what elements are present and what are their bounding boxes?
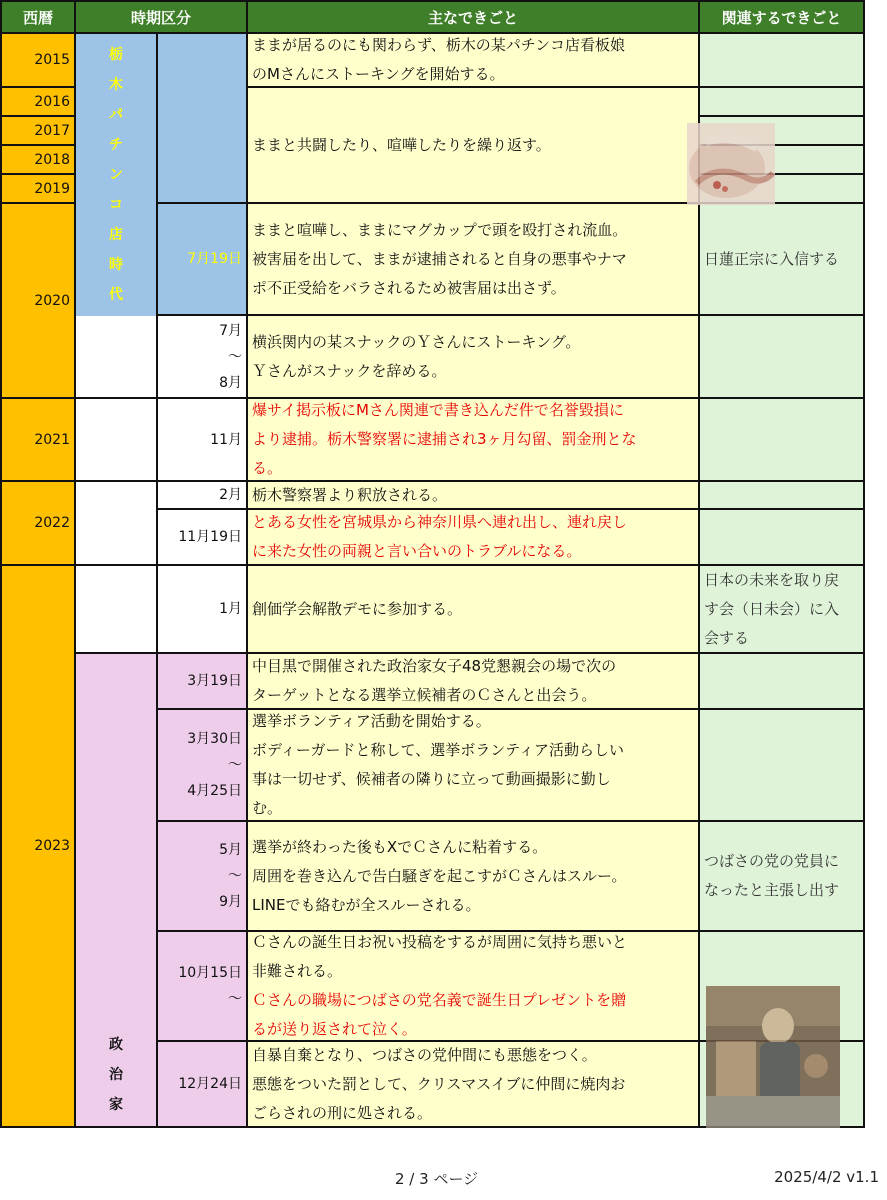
event-text-line: ターゲットとなる選挙立候補者のＣさんと出会う。 — [252, 686, 597, 704]
related-2015 — [700, 34, 865, 88]
era-blank-2020b — [76, 316, 158, 399]
header-events: 主なできごと — [248, 0, 700, 34]
page-number: 2 / 3 ページ — [395, 1170, 479, 1188]
related-2020-nichiren — [700, 204, 865, 316]
event-text-line: 横浜関内の某スナックのＹさんにストーキング。 — [252, 332, 581, 351]
date-2022-nov19 — [158, 510, 248, 566]
related-2021 — [700, 399, 865, 482]
date-2023-dec24 — [158, 1042, 248, 1128]
related-2023-tsubasa-member — [700, 822, 865, 932]
era-tochigi-line: コ — [109, 197, 123, 213]
event-2023-meet-c — [248, 654, 700, 710]
event-2023-x-stalking — [248, 822, 700, 932]
date-text-line: 4月25日 — [187, 783, 242, 799]
event-text-line: Ｃさんの誕生日お祝い投稿をするが周囲に気持ち悪いと — [252, 933, 628, 951]
event-text-line: 栃木警察署より釈放される。 — [252, 485, 448, 504]
event-text-line: に来た女性の両親と言い合いのトラブルになる。 — [252, 542, 582, 560]
era-tochigi-pachinko — [76, 34, 158, 316]
date-2023-jan — [158, 566, 248, 654]
date-text-line: 9月 — [219, 894, 242, 910]
event-2020-snack — [248, 316, 700, 399]
date-2022-feb — [158, 482, 248, 510]
era-tochigi-line: 時 — [109, 257, 123, 273]
event-2021-arrest — [248, 399, 700, 482]
era-tochigi-line: 木 — [109, 77, 123, 93]
date-text-line: 7月19日 — [187, 251, 242, 267]
date-2023-may-sep — [158, 822, 248, 932]
related-text-line: 日蓮正宗に入信する — [704, 249, 840, 268]
event-text-line: 中目黒で開催された政治家女子48党懇親会の場で次の — [252, 657, 617, 675]
event-text-line: とある女性を宮城県から神奈川県へ連れ出し、連れ戻し — [252, 513, 628, 531]
header-related: 関連するできごと — [700, 0, 865, 34]
era-seiji-line: 政 — [109, 1037, 123, 1053]
event-text-line: ごらされの刑に処される。 — [252, 1103, 433, 1122]
date-text-line: ～ — [228, 348, 242, 365]
event-text-red-line: るが送り返されて泣く。 — [252, 1020, 417, 1038]
era-tochigi-line: パ — [109, 107, 123, 123]
era-tochigi-line: 店 — [109, 227, 123, 243]
event-text-line: ままと共闘したり、喧嘩したりを繰り返す。 — [252, 135, 551, 154]
event-text-line: より逮捕。栃木警察署に逮捕され3ヶ月勾留、罰金刑とな — [252, 430, 637, 448]
event-text-line: 選挙が終わった後もXでＣさんに粘着する。 — [252, 837, 548, 856]
year-2020: 2020 — [0, 204, 76, 399]
event-2015 — [248, 34, 700, 88]
date-2023-mar19 — [158, 654, 248, 710]
era-blank-2022 — [76, 482, 158, 566]
era-tochigi-line: 代 — [109, 287, 123, 303]
event-text-line: ボディーガードと称して、選挙ボランティア活動らしい — [252, 741, 625, 759]
date-text-line: 10月15日 — [178, 965, 242, 981]
date-text-line: 12月24日 — [178, 1076, 242, 1092]
related-text-line: 会する — [704, 628, 750, 647]
date-2021-nov — [158, 399, 248, 482]
event-text-line: 自暴自棄となり、つばさの党仲間にも悪態をつく。 — [252, 1045, 597, 1064]
date-2023-mar30-apr25 — [158, 710, 248, 822]
era-tochigi-line: 栃 — [109, 47, 123, 63]
version-date: 2025/4/2 v1.1 — [774, 1168, 879, 1186]
date-text-line: 8月 — [219, 374, 242, 391]
year-2023: 2023 — [0, 566, 76, 1128]
related-2016 — [700, 88, 865, 117]
event-text-line: ままが居るのにも関わらず、栃木の某パチンコ店看板娘 — [252, 36, 626, 54]
era-seiji-line: 家 — [109, 1097, 123, 1113]
date-2023-oct15 — [158, 932, 248, 1042]
year-2019: 2019 — [0, 175, 76, 204]
event-text-line: 事は一切せず、候補者の隣りに立って動画撮影に勤し — [252, 770, 611, 788]
event-text-line: ままと喧嘩し、ままにマグカップで頭を殴打され流血。 — [252, 220, 628, 239]
event-text-line: む。 — [252, 799, 283, 817]
related-text-line: す会（日未会）に入 — [704, 599, 840, 618]
date-text-line: 11月 — [210, 431, 242, 448]
related-2023-nichimikai — [700, 566, 865, 654]
related-text-line: つばさの党の党員に — [704, 852, 840, 870]
event-text-line: 非難される。 — [252, 962, 343, 980]
event-text-red-line: Ｃさんの職場につばさの党名義で誕生日プレゼントを贈 — [252, 991, 627, 1009]
related-2022a — [700, 482, 865, 510]
year-2015: 2015 — [0, 34, 76, 88]
year-2021: 2021 — [0, 399, 76, 482]
date-text-line: 3月30日 — [187, 731, 242, 747]
date-text-line: ～ — [228, 868, 242, 884]
event-text-line: 選挙ボランティア活動を開始する。 — [252, 712, 491, 730]
date-text-line: ～ — [228, 991, 242, 1007]
event-2020-mug-incident — [248, 204, 700, 316]
event-2023-volunteer — [248, 710, 700, 822]
event-2022-trouble — [248, 510, 700, 566]
header-year: 西暦 — [0, 0, 76, 34]
related-text-line: 日本の未来を取り戻 — [704, 570, 840, 589]
date-text-line: 5月 — [219, 842, 242, 858]
event-2023-demo — [248, 566, 700, 654]
event-text-line: LINEでも絡むが全スルーされる。 — [252, 895, 481, 914]
event-2016-2019 — [248, 88, 700, 204]
date-text-line: 11月19日 — [178, 529, 242, 545]
date-text-line: ～ — [228, 757, 242, 773]
date-text-line: 2月 — [219, 487, 242, 503]
event-text-line: Ｙさんがスナックを辞める。 — [252, 361, 447, 380]
era-blank-2023a — [76, 566, 158, 654]
date-2015-2019 — [158, 34, 248, 204]
event-text-line: 被害届を出して、ままが逮捕されると自身の悪事やナマ — [252, 249, 627, 268]
date-text-line: 3月19日 — [187, 673, 242, 689]
year-2022: 2022 — [0, 482, 76, 566]
event-text-line: る。 — [252, 459, 283, 477]
related-text-line: なったと主張し出す — [704, 881, 840, 899]
event-2022-release — [248, 482, 700, 510]
date-2020-jul-aug — [158, 316, 248, 399]
date-text-line: 7月 — [219, 322, 242, 339]
related-2023c — [700, 710, 865, 822]
event-text-line: 創価学会解散デモに参加する。 — [252, 599, 463, 618]
era-tochigi-line: チ — [109, 137, 123, 153]
year-2018: 2018 — [0, 146, 76, 175]
related-2022b — [700, 510, 865, 566]
year-2016: 2016 — [0, 88, 76, 117]
header-period: 時期区分 — [76, 0, 248, 34]
era-blank-2021 — [76, 399, 158, 482]
era-seiji-line: 治 — [109, 1067, 123, 1083]
event-2023-christmas — [248, 1042, 700, 1128]
event-text-line: 悪態をついた罰として、クリスマスイブに仲間に焼肉お — [252, 1074, 626, 1093]
injury-photo — [687, 123, 775, 205]
date-2020-jul19 — [158, 204, 248, 316]
year-2017: 2017 — [0, 117, 76, 146]
event-text-line: 周囲を巻き込んで告白騒ぎを起こすがＣさんはスルー。 — [252, 866, 627, 885]
related-2023b — [700, 654, 865, 710]
era-politician — [76, 654, 158, 1128]
era-tochigi-line: ン — [109, 167, 123, 183]
event-text-line: のMさんにストーキングを開始する。 — [252, 65, 505, 83]
related-2020b — [700, 316, 865, 399]
event-2023-birthday — [248, 932, 700, 1042]
event-text-line: 爆サイ掲示板にMさん関連で書き込んだ件で名誉毀損に — [252, 401, 624, 419]
date-text-line: 1月 — [219, 601, 242, 617]
yakiniku-photo — [706, 986, 840, 1128]
event-text-line: ポ不正受給をバラされるため被害届は出さず。 — [252, 278, 566, 297]
